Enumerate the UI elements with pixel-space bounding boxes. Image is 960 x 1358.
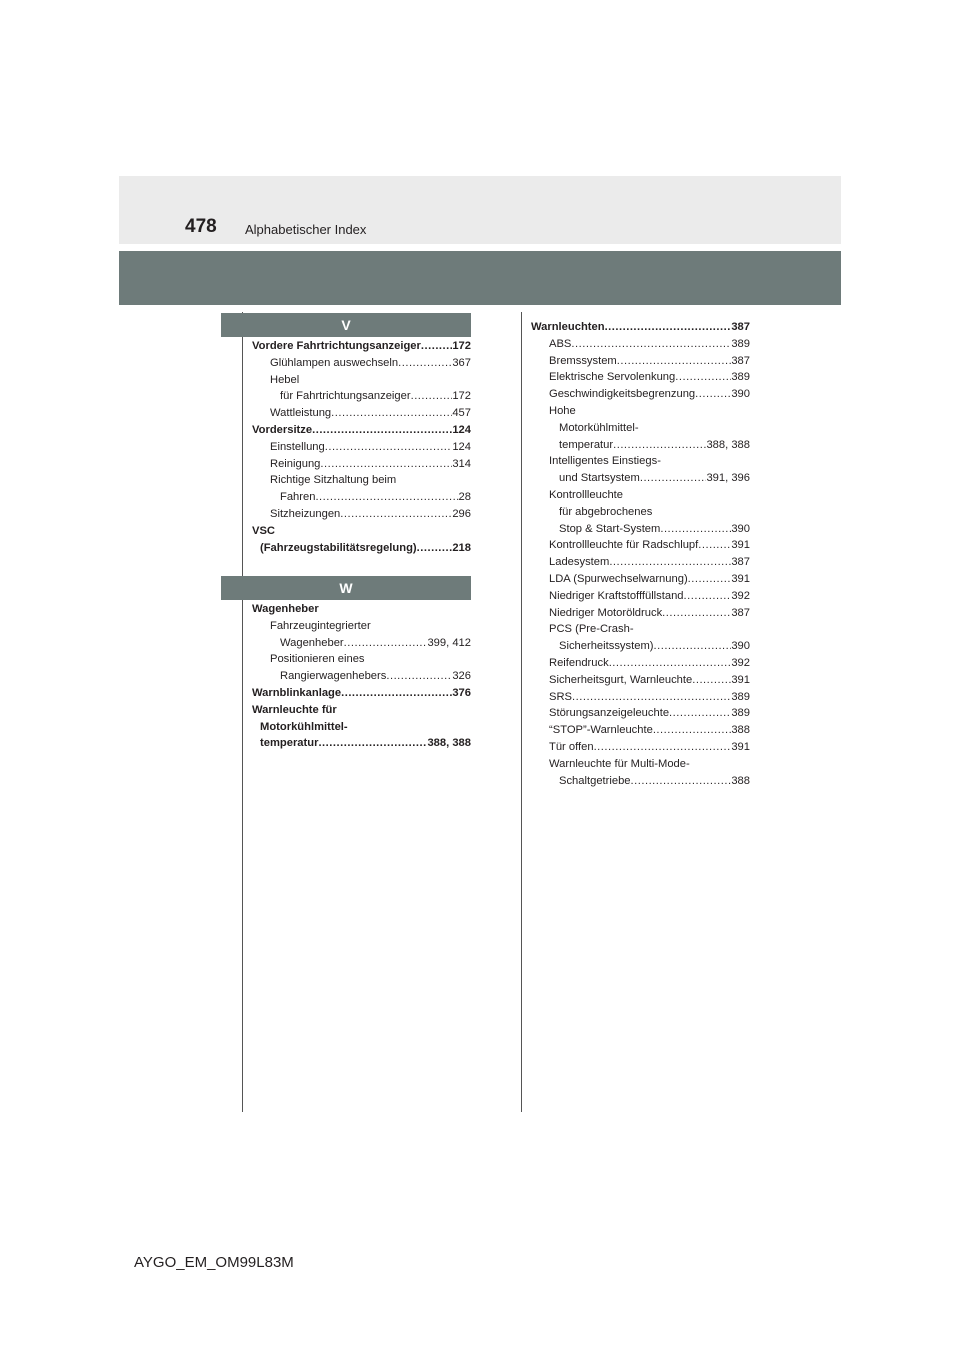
index-entry: Vordere Fahrtrichtungsanzeiger ..... 172	[252, 338, 471, 355]
index-entry: Elektrische Servolenkung ..... 389	[531, 369, 750, 386]
index-entry: Geschwindigkeitsbegrenzung ..... 390	[531, 386, 750, 403]
index-entry: Warnleuchte für Multi-Mode-	[549, 757, 690, 770]
index-entry: SRS ..... 389	[531, 689, 750, 706]
index-entry: Stop & Start-System ..... 390	[531, 521, 750, 538]
index-entry: Intelligentes Einstiegs-	[549, 455, 661, 468]
index-entry: VSC	[252, 524, 276, 537]
index-entry: Wattleistung ..... 457	[252, 405, 471, 422]
index-entry: und Startsystem ..... 391, 396	[531, 470, 750, 487]
index-entry: Ladesystem ..... 387	[531, 554, 750, 571]
index-entry: Motorkühlmittel-	[260, 720, 348, 733]
index-entry: Wagenheber	[252, 603, 319, 615]
index-entry: ABS ..... 389	[531, 336, 750, 353]
index-entry: Wagenheber ..... 399, 412	[252, 635, 471, 652]
index-entry: Richtige Sitzhaltung beim	[270, 474, 397, 487]
index-entry: Fahren ..... 28	[252, 489, 471, 506]
index-entry: Warnblinkanlage ..... 376	[252, 685, 471, 702]
index-entry: Fahrzeugintegrierter	[270, 619, 371, 632]
header-band	[119, 176, 841, 244]
index-entry: Schaltgetriebe ..... 388	[531, 773, 750, 790]
index-list-warnleuchten	[531, 319, 750, 789]
index-entry: Einstellung ..... 124	[252, 439, 471, 456]
column-rule-right	[521, 312, 522, 1112]
index-entry: LDA (Spurwechselwarnung) ..... 391	[531, 571, 750, 588]
index-entry: Niedriger Motoröldruck ..... 387	[531, 605, 750, 622]
index-entry: “STOP”-Warnleuchte ..... 388	[531, 722, 750, 739]
index-entry: für abgebrochenes	[559, 505, 653, 518]
index-entry: Kontrollleuchte für Radschlupf ..... 391	[531, 537, 750, 554]
index-list-w	[252, 601, 471, 752]
index-entry: Sitzheizungen ..... 296	[252, 506, 471, 523]
index-entry: temperatur ..... 388, 388	[252, 735, 471, 752]
index-entry: Motorkühlmittel-	[559, 421, 639, 434]
page-number: 478	[185, 216, 217, 237]
index-entry: PCS (Pre-Crash-	[549, 623, 634, 636]
index-entry: Hohe	[549, 404, 576, 417]
index-entry: Reinigung ..... 314	[252, 456, 471, 473]
index-entry: Warnleuchten ..... 387	[531, 319, 750, 336]
section-title: Alphabetischer Index	[245, 222, 367, 237]
index-entry: Warnleuchte für	[252, 703, 337, 716]
index-entry: (Fahrzeugstabilitätsregelung) ..... 218	[252, 540, 471, 557]
index-entry: Vordersitze ..... 124	[252, 422, 471, 439]
index-entry: Positionieren eines	[270, 653, 365, 666]
index-entry: Störungsanzeigeleuchte ..... 389	[531, 705, 750, 722]
index-entry: Sicherheitsgurt, Warnleuchte ..... 391	[531, 672, 750, 689]
index-list-v	[252, 338, 471, 556]
index-entry: Glühlampen auswechseln ..... 367	[252, 355, 471, 372]
index-entry: für Fahrtrichtungsanzeiger ..... 172	[252, 388, 471, 405]
index-entry: Tür offen ..... 391	[531, 739, 750, 756]
index-entry: Sicherheitssystem) ..... 390	[531, 638, 750, 655]
index-entry: Bremssystem ..... 387	[531, 353, 750, 370]
index-entry: Niedriger Kraftstofffüllstand ..... 392	[531, 588, 750, 605]
column-rule-left	[242, 312, 243, 1112]
letter-heading-w: W	[221, 576, 471, 600]
index-entry: Rangierwagenhebers ..... 326	[252, 668, 471, 685]
index-entry: temperatur ..... 388, 388	[531, 437, 750, 454]
letter-heading-v: V	[221, 313, 471, 337]
index-entry: Reifendruck ..... 392	[531, 655, 750, 672]
index-entry: Hebel	[270, 373, 300, 386]
title-bar	[119, 251, 841, 305]
footer-document-code: AYGO_EM_OM99L83M	[134, 1254, 294, 1271]
index-entry: Kontrollleuchte	[549, 488, 624, 501]
